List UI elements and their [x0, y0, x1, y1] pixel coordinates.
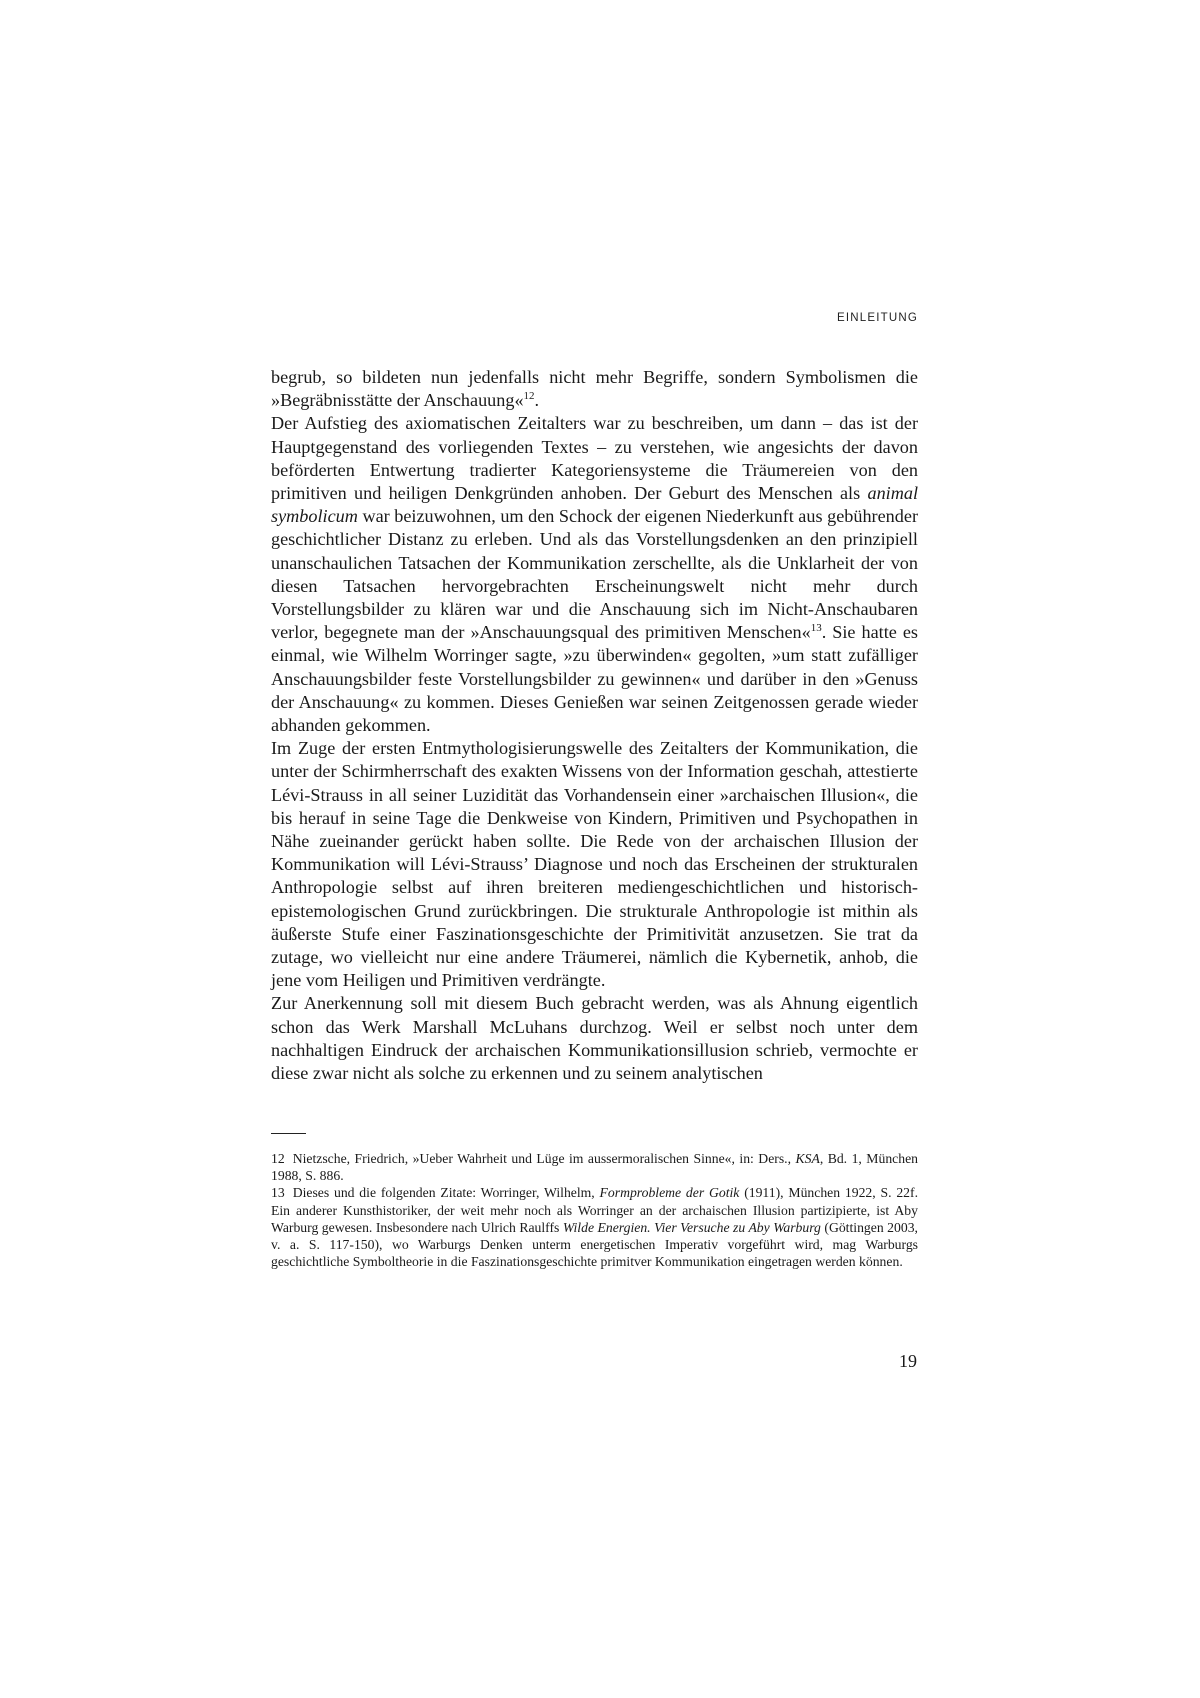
- text-segment: . Sie hatte es einmal, wie Wilhelm Worringer sagte, »zu überwinden« gegolten, »um statt zufälliger Anschauungsbilder feste Vorstellungsbilder zu gewinnen« und darüber in den »Genuss der Anschauung« zu kommen. Dieses Genießen war seinen Zeitgenossen gerade wieder abhanden gekommen.: [271, 622, 918, 736]
- footnote-reference: 13: [810, 622, 822, 635]
- footnote-reference: 12: [523, 390, 535, 403]
- footnote: [271, 1150, 918, 1184]
- text-segment: .: [534, 390, 540, 411]
- text-segment: Dieses und die folgenden Zitate: Worringer, Wilhelm,: [292, 1185, 600, 1201]
- text-segment: Nietzsche, Friedrich, »Ueber Wahrheit und Lüge im aussermoralischen Sinne«, in: Ders.,: [292, 1151, 796, 1166]
- footnote: [271, 1184, 918, 1270]
- paragraph: [271, 737, 918, 992]
- footnote-number: 13: [271, 1185, 285, 1201]
- paragraph: [271, 412, 918, 737]
- italic-title: Wilde Energien. Vier Versuche zu Aby Warburg: [562, 1219, 821, 1235]
- text-segment: Zur Anerkennung soll mit diesem Buch gebracht werden, was als Ahnung eigentlich schon das Werk Marshall McLuhans durchzog. Weil er selbst noch unter dem nachhaltigen Eindruck der archaischen Kommunikationsillusion schrieb, vermochte er diese zwar nicht als solche zu erkennen und zu seinem analytischen: [271, 993, 918, 1084]
- footnotes: [271, 1150, 918, 1270]
- running-head: EINLEITUNG: [836, 312, 918, 324]
- page-number: 19: [899, 1351, 917, 1371]
- italic-term: animal symbolicum: [271, 483, 918, 527]
- text-segment: begrub, so bildeten nun jedenfalls nicht mehr Begriffe, sondern Symbolismen die »Begräbnisstätte der Anschauung«: [271, 367, 918, 411]
- text-segment: , Bd. 1, München 1988, S. 886.: [271, 1151, 918, 1184]
- text-segment: war beizuwohnen, um den Schock der eigenen Niederkunft aus gebührender geschichtlicher Distanz zu erleben. Und als das Vorstellungsdenken an den prinzipiell unanschaulichen Tatsachen der Kommunikation zerschellte, als die Unklarheit der von diesen Tatsachen hervorgebrachten Erscheinungswelt nicht mehr durch Vorstellungsbilder zu klären war und die Anschauung sich im Nicht-Anschaubaren verlor, begegnete man der »Anschauungsqual des primitiven Menschen«: [271, 506, 918, 643]
- paragraph: [271, 992, 918, 1085]
- footnote-divider: [271, 1133, 306, 1134]
- text-segment: (Göttingen 2003, v. a. S. 117-150), wo Warburgs Denken unterm energetischen Imperativ vorgeführt wird, mag Warburgs geschichtliche Symboltheorie in die Faszinationsgeschichte primitver Kommunikation eingetragen werden können.: [271, 1219, 918, 1270]
- italic-title: KSA: [795, 1151, 820, 1166]
- footnote-number: 12: [271, 1151, 285, 1166]
- text-segment: Der Aufstieg des axiomatischen Zeitalters war zu beschreiben, um dann – das ist der Hauptgegenstand des vorliegenden Textes – zu verstehen, wie angesichts der davon beförderten Entwertung tradierter Kategoriensysteme die Träumereien von den primitiven und heiligen Denkgründen anhoben. Der Geburt des Menschen als: [271, 413, 918, 504]
- text-segment: Im Zuge der ersten Entmythologisierungswelle des Zeitalters der Kommunikation, die unter der Schirmherrschaft des exakten Wissens von der Information geschah, attestierte Lévi-Strauss in all seiner Luzidität das Vorhandensein einer »archaischen Illusion«, die bis herauf in seine Tage die Denkweise von Kindern, Primitiven und Psychopathen in Nähe zueinander gerückt haben sollte. Die Rede von der archaischen Illusion der Kommunikation will Lévi-Strauss’ Diagnose und noch das Erscheinen der strukturalen Anthropologie selbst auf ihren breiteren mediengeschichtlichen und historisch-epistemologischen Grund zurückbringen. Die strukturale Anthropologie ist mithin als äußerste Stufe einer Faszinationsgeschichte der Primitivität anzusetzen. Sie trat da zutage, wo vielleicht nur eine andere Träumerei, nämlich die Kybernetik, anhob, die jene vom Heiligen und Primitiven verdrängte.: [271, 738, 918, 991]
- paragraph: [271, 366, 918, 412]
- body-text: [271, 366, 918, 1085]
- italic-title: Formprobleme der Gotik: [599, 1185, 740, 1201]
- text-segment: (1911), München 1922, S. 22f. Ein anderer Kunsthistoriker, der weit mehr noch als Worringer an der archaischen Illusion partizipierte, ist Aby Warburg gewesen. Insbesondere nach Ulrich Raulffs: [271, 1185, 918, 1235]
